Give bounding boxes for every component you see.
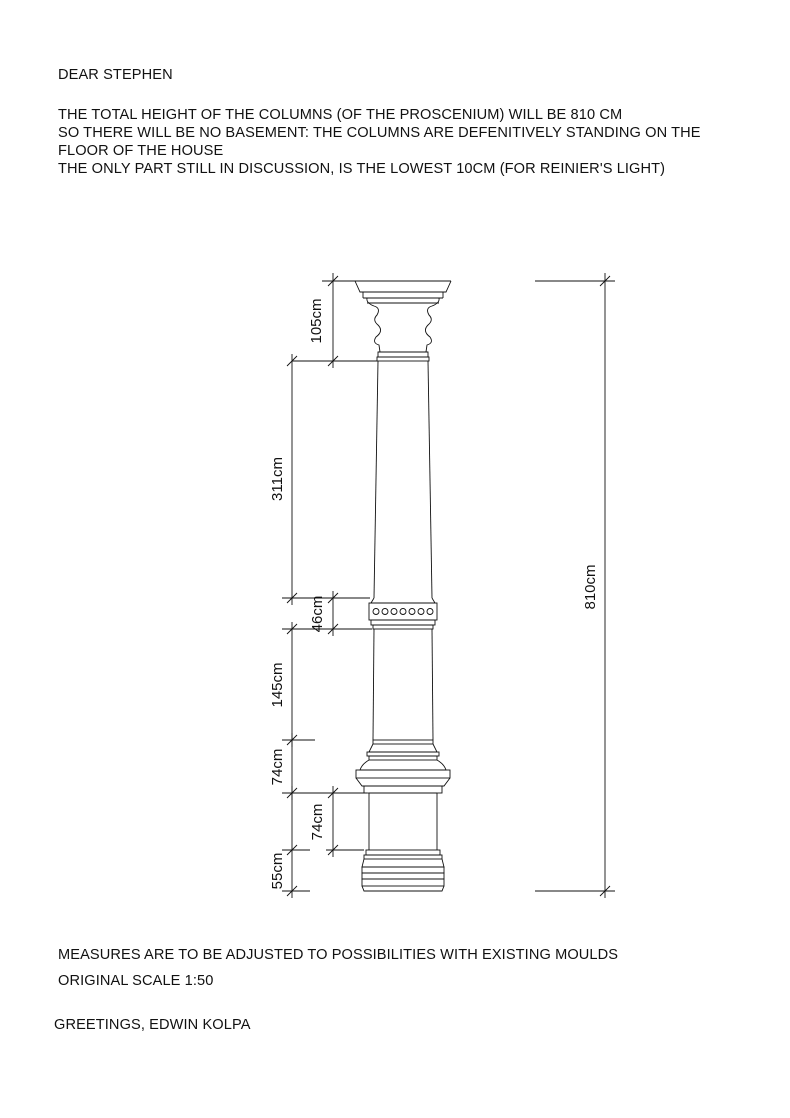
intro-line: SO THERE WILL BE NO BASEMENT: THE COLUMNS ARE DEFENITIVELY STANDING ON THE (58, 125, 701, 141)
dimension-label-base-molding: 74cm (269, 748, 286, 786)
dimension-line-shaft-lower (282, 622, 315, 747)
dimension-line-capital (292, 273, 377, 368)
column-pedestal (369, 793, 437, 850)
dimension-label-shaft-lower: 145cm (269, 662, 286, 708)
intro-line: FLOOR OF THE HOUSE (58, 143, 224, 159)
note-scale: ORIGINAL SCALE 1:50 (58, 973, 214, 989)
dimension-label-shaft-upper: 311cm (269, 457, 286, 501)
intro-line: THE ONLY PART STILL IN DISCUSSION, IS THE LOWEST 10CM (FOR REINIER'S LIGHT) (58, 161, 666, 177)
column-shaft-upper (374, 361, 432, 598)
dimension-label-total: 810cm (582, 564, 599, 610)
dimension-label-pedestal: 74cm (309, 803, 326, 841)
dimension-label-plinth: 55cm (269, 852, 286, 890)
column-shaft-lower (373, 629, 433, 740)
dimension-label-capital: 105cm (308, 298, 325, 344)
dimension-line-plinth (282, 786, 310, 898)
note-moulds: MEASURES ARE TO BE ADJUSTED TO POSSIBILITIES WITH EXISTING MOULDS (58, 947, 619, 963)
dimension-line-total (535, 273, 615, 898)
dimension-line-base-molding (282, 733, 367, 800)
column-plinth (362, 850, 444, 891)
dimension-label-ring-band: 46cm (309, 595, 326, 633)
column-base-molding (356, 740, 450, 793)
column-capital (355, 281, 451, 361)
dimension-line-shaft-upper (282, 354, 370, 605)
letter-signoff: GREETINGS, EDWIN KOLPA (54, 1017, 251, 1033)
intro-line: THE TOTAL HEIGHT OF THE COLUMNS (OF THE PROSCENIUM) WILL BE 810 CM (58, 107, 623, 123)
letter-greeting: DEAR STEPHEN (58, 67, 173, 83)
column-ring-band (369, 598, 437, 629)
dimension-line-pedestal (326, 786, 364, 857)
